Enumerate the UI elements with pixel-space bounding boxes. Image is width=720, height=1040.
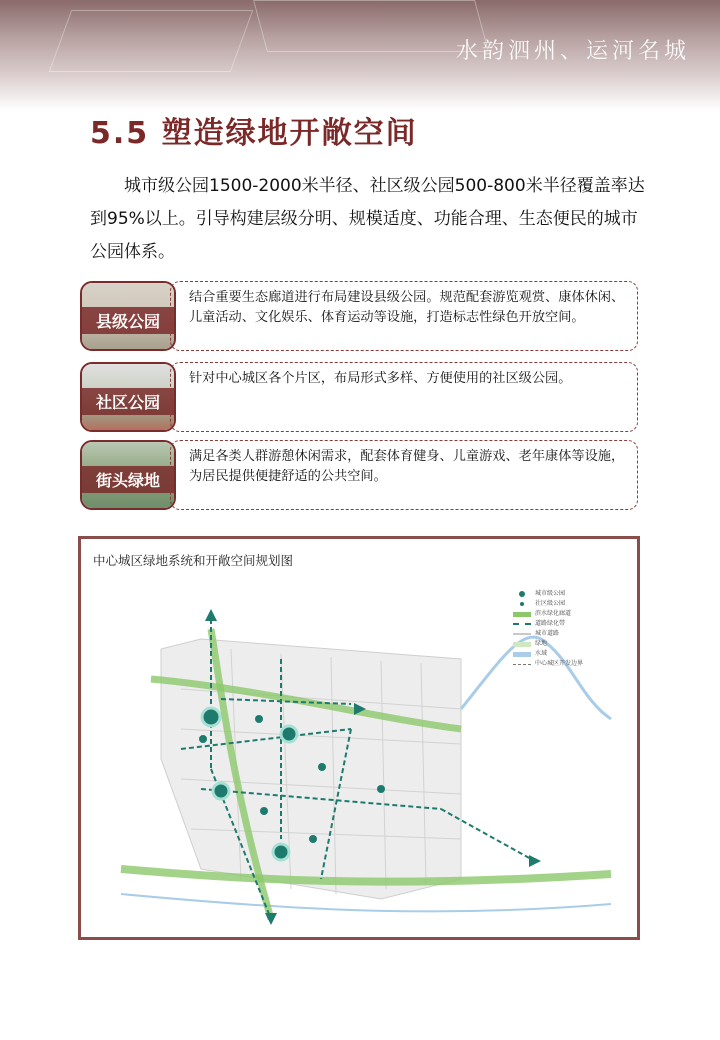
map-legend (513, 589, 583, 669)
intro-paragraph: 城市级公园1500-2000米半径、社区级公园500-800米半径覆盖率达到95%以上。引导构建层级分明、规模适度、功能合理、生态便民的城市公园体系。 (90, 176, 645, 262)
park-photo (80, 440, 176, 510)
banner-ghost-shape (253, 0, 489, 52)
park-photo (80, 362, 176, 432)
map-figure (78, 536, 640, 940)
park-type-county (80, 281, 638, 351)
park-description: 结合重要生态廊道进行布局建设县级公园。规范配套游览观赏、康体休闲、儿童活动、文化娱乐、体育运动等设施，打造标志性绿色开放空间。 (170, 281, 638, 351)
park-photo (80, 281, 176, 351)
legend-community-park: 社区级公园 (513, 599, 583, 609)
legend-boundary: 中心城区开发边界 (513, 659, 583, 669)
park-type-street (80, 440, 638, 510)
header-banner (0, 0, 720, 110)
urban-area (161, 639, 461, 899)
map-title: 中心城区绿地系统和开敞空间规划图 (93, 553, 294, 568)
legend-city-road: 城市道路 (513, 629, 583, 639)
section-title: 5.5 塑造绿地开敞空间 (90, 116, 418, 151)
legend-green-land: 绿地 (513, 639, 583, 649)
header-slogan: 水韵泗州、运河名城 (455, 39, 690, 64)
park-tag: 县级公园 (82, 307, 174, 334)
banner-ghost-shape (49, 10, 254, 72)
park-tag: 社区公园 (82, 388, 174, 415)
legend-city-park: 城市级公园 (513, 589, 583, 599)
park-description: 针对中心城区各个片区，布局形式多样、方便使用的社区级公园。 (170, 362, 638, 432)
legend-waterfront-corridor: 滨水绿化廊道 (513, 609, 583, 619)
park-tag: 街头绿地 (82, 466, 174, 493)
park-type-community (80, 362, 638, 432)
legend-water: 水域 (513, 649, 583, 659)
legend-road-greenbelt: 道路绿化带 (513, 619, 583, 629)
park-description: 满足各类人群游憩休闲需求，配套体育健身、儿童游戏、老年康体等设施，为居民提供便捷舒适的公共空间。 (170, 440, 638, 510)
